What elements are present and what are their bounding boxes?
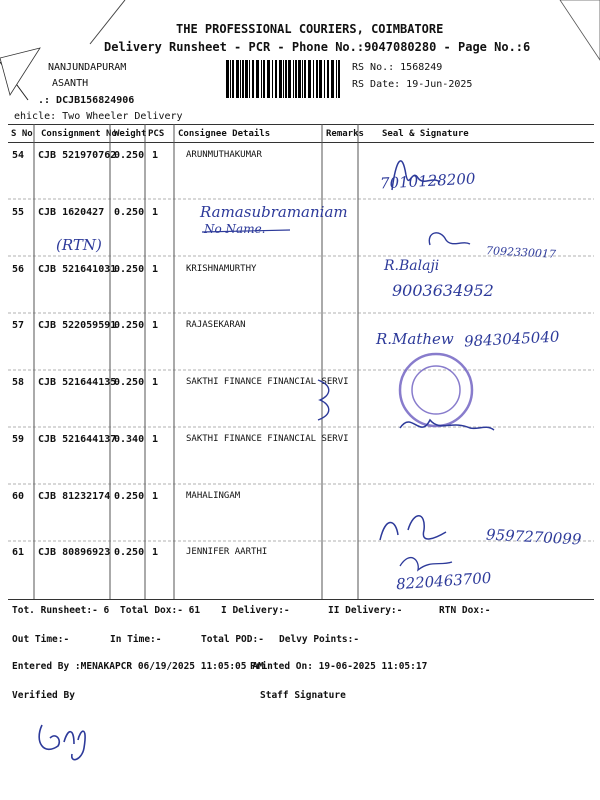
row-consignment: CJB 521641031 (38, 264, 117, 275)
col-remarks: Remarks (326, 129, 364, 139)
awb-number: .: DCJB156824906 (38, 95, 135, 106)
row-pcs: 1 (152, 320, 159, 331)
delvy-points: Delvy Points:- (279, 634, 360, 645)
row-consignment: CJB 521970762 (38, 150, 117, 161)
vehicle-type: ehicle: Two Wheeler Delivery (14, 111, 183, 122)
row-pcs: 1 (152, 150, 159, 161)
row-weight: 0.250 (114, 377, 145, 388)
name-row-55: Ramasubramaniam (200, 203, 348, 221)
signature-row-60 (380, 516, 446, 540)
row-consignee: SAKTHI FINANCE FINANCIAL SERVI (186, 377, 349, 387)
col-consignee: Consignee Details (178, 129, 271, 139)
in-time: In Time:- (110, 634, 162, 645)
out-time: Out Time:- (12, 634, 70, 645)
row-weight: 0.250 (114, 207, 145, 218)
signature-row-56: R.Balaji (384, 258, 440, 274)
row-consignment: CJB 81232174 (38, 491, 111, 502)
col-weight: Weight (114, 129, 147, 139)
ii-delivery: II Delivery:- (328, 605, 403, 616)
row-weight: 0.250 (114, 150, 145, 161)
phone-row-60: 9597270099 (485, 525, 582, 549)
row-sno: 59 (12, 434, 25, 445)
row-consignee: JENNIFER AARTHI (186, 547, 268, 557)
tot-runsheet: Tot. Runsheet:- 6 (12, 605, 110, 616)
row-pcs: 1 (152, 547, 159, 558)
total-pod: Total POD:- (201, 634, 264, 645)
row-weight: 0.250 (114, 491, 145, 502)
row-pcs: 1 (152, 207, 159, 218)
row-sno: 57 (12, 320, 25, 331)
signature-row-58-59 (400, 420, 494, 430)
col-pcs: PCS (148, 129, 165, 139)
row-sno: 58 (12, 377, 25, 388)
row-consignment: CJB 522059591 (38, 320, 117, 331)
signature-row-57: R.Mathew (376, 330, 454, 348)
row-consignee: RAJASEKARAN (186, 320, 246, 330)
phone-row-54: 7010128200 (379, 169, 476, 193)
row-pcs: 1 (152, 491, 159, 502)
rtn-mark: (RTN) (56, 236, 102, 254)
row-consignee: ARUNMUTHAKUMAR (186, 150, 262, 160)
row-consignment: CJB 1620427 (38, 207, 105, 218)
row-consignee: KRISHNAMURTHY (186, 264, 257, 274)
struck-text-row-55: No Name. (204, 222, 266, 236)
rs-date: RS Date: 19-Jun-2025 (352, 79, 473, 90)
row-consignee: MAHALINGAM (186, 491, 241, 501)
branch-name: NANJUNDAPURAM (48, 62, 127, 73)
verified-signature (39, 725, 85, 760)
staff-signature: Staff Signature (260, 690, 346, 701)
row-pcs: 1 (152, 377, 159, 388)
row-sno: 56 (12, 264, 25, 275)
row-consignment: CJB 521644135 (38, 377, 117, 388)
runsheet-title: Delivery Runsheet - PCR - Phone No.:9047080280 - Page No.:6 (104, 40, 531, 54)
row-weight: 0.250 (114, 320, 145, 331)
row-pcs: 1 (152, 264, 159, 275)
i-delivery: I Delivery:- (221, 605, 290, 616)
rtn-dox: RTN Dox:- (439, 605, 491, 616)
row-consignment: CJB 521644137 (38, 434, 117, 445)
signature-row-55 (429, 233, 470, 245)
row-consignee: SAKTHI FINANCE FINANCIAL SERVI (186, 434, 349, 444)
entered-by: Entered By :MENAKAPCR 06/19/2025 11:05:05 AM (12, 661, 264, 672)
row-sno: 60 (12, 491, 25, 502)
phone-row-57: 9843045040 (463, 327, 560, 351)
rs-number: RS No.: 1568249 (352, 62, 443, 73)
row-weight: 0.250 (114, 547, 145, 558)
row-sno: 61 (12, 547, 25, 558)
row-consignment: CJB 80896923 (38, 547, 111, 558)
phone-row-56: 9003634952 (392, 281, 494, 300)
row-weight: 0.250 (114, 264, 145, 275)
row-sno: 54 (12, 150, 25, 161)
phone-row-55: 7092330017 (485, 244, 557, 261)
row-sno: 55 (12, 207, 25, 218)
bracket-mark (318, 380, 329, 420)
col-seal-signature: Seal & Signature (382, 129, 469, 139)
row-pcs: 1 (152, 434, 159, 445)
signature-row-61 (400, 558, 452, 570)
printed-on: Printed On: 19-06-2025 11:05:17 (250, 661, 428, 672)
phone-row-61: 8220463700 (395, 568, 492, 594)
col-sno: S No (11, 129, 33, 139)
company-name: THE PROFESSIONAL COURIERS, COIMBATORE (176, 22, 444, 36)
verified-by: Verified By (12, 690, 75, 701)
row-weight: 0.340 (114, 434, 145, 445)
total-dox: Total Dox:- 61 (120, 605, 201, 616)
col-consignment: Consignment No (41, 129, 117, 139)
staff-name: ASANTH (52, 78, 89, 89)
company-stamp (400, 354, 472, 426)
